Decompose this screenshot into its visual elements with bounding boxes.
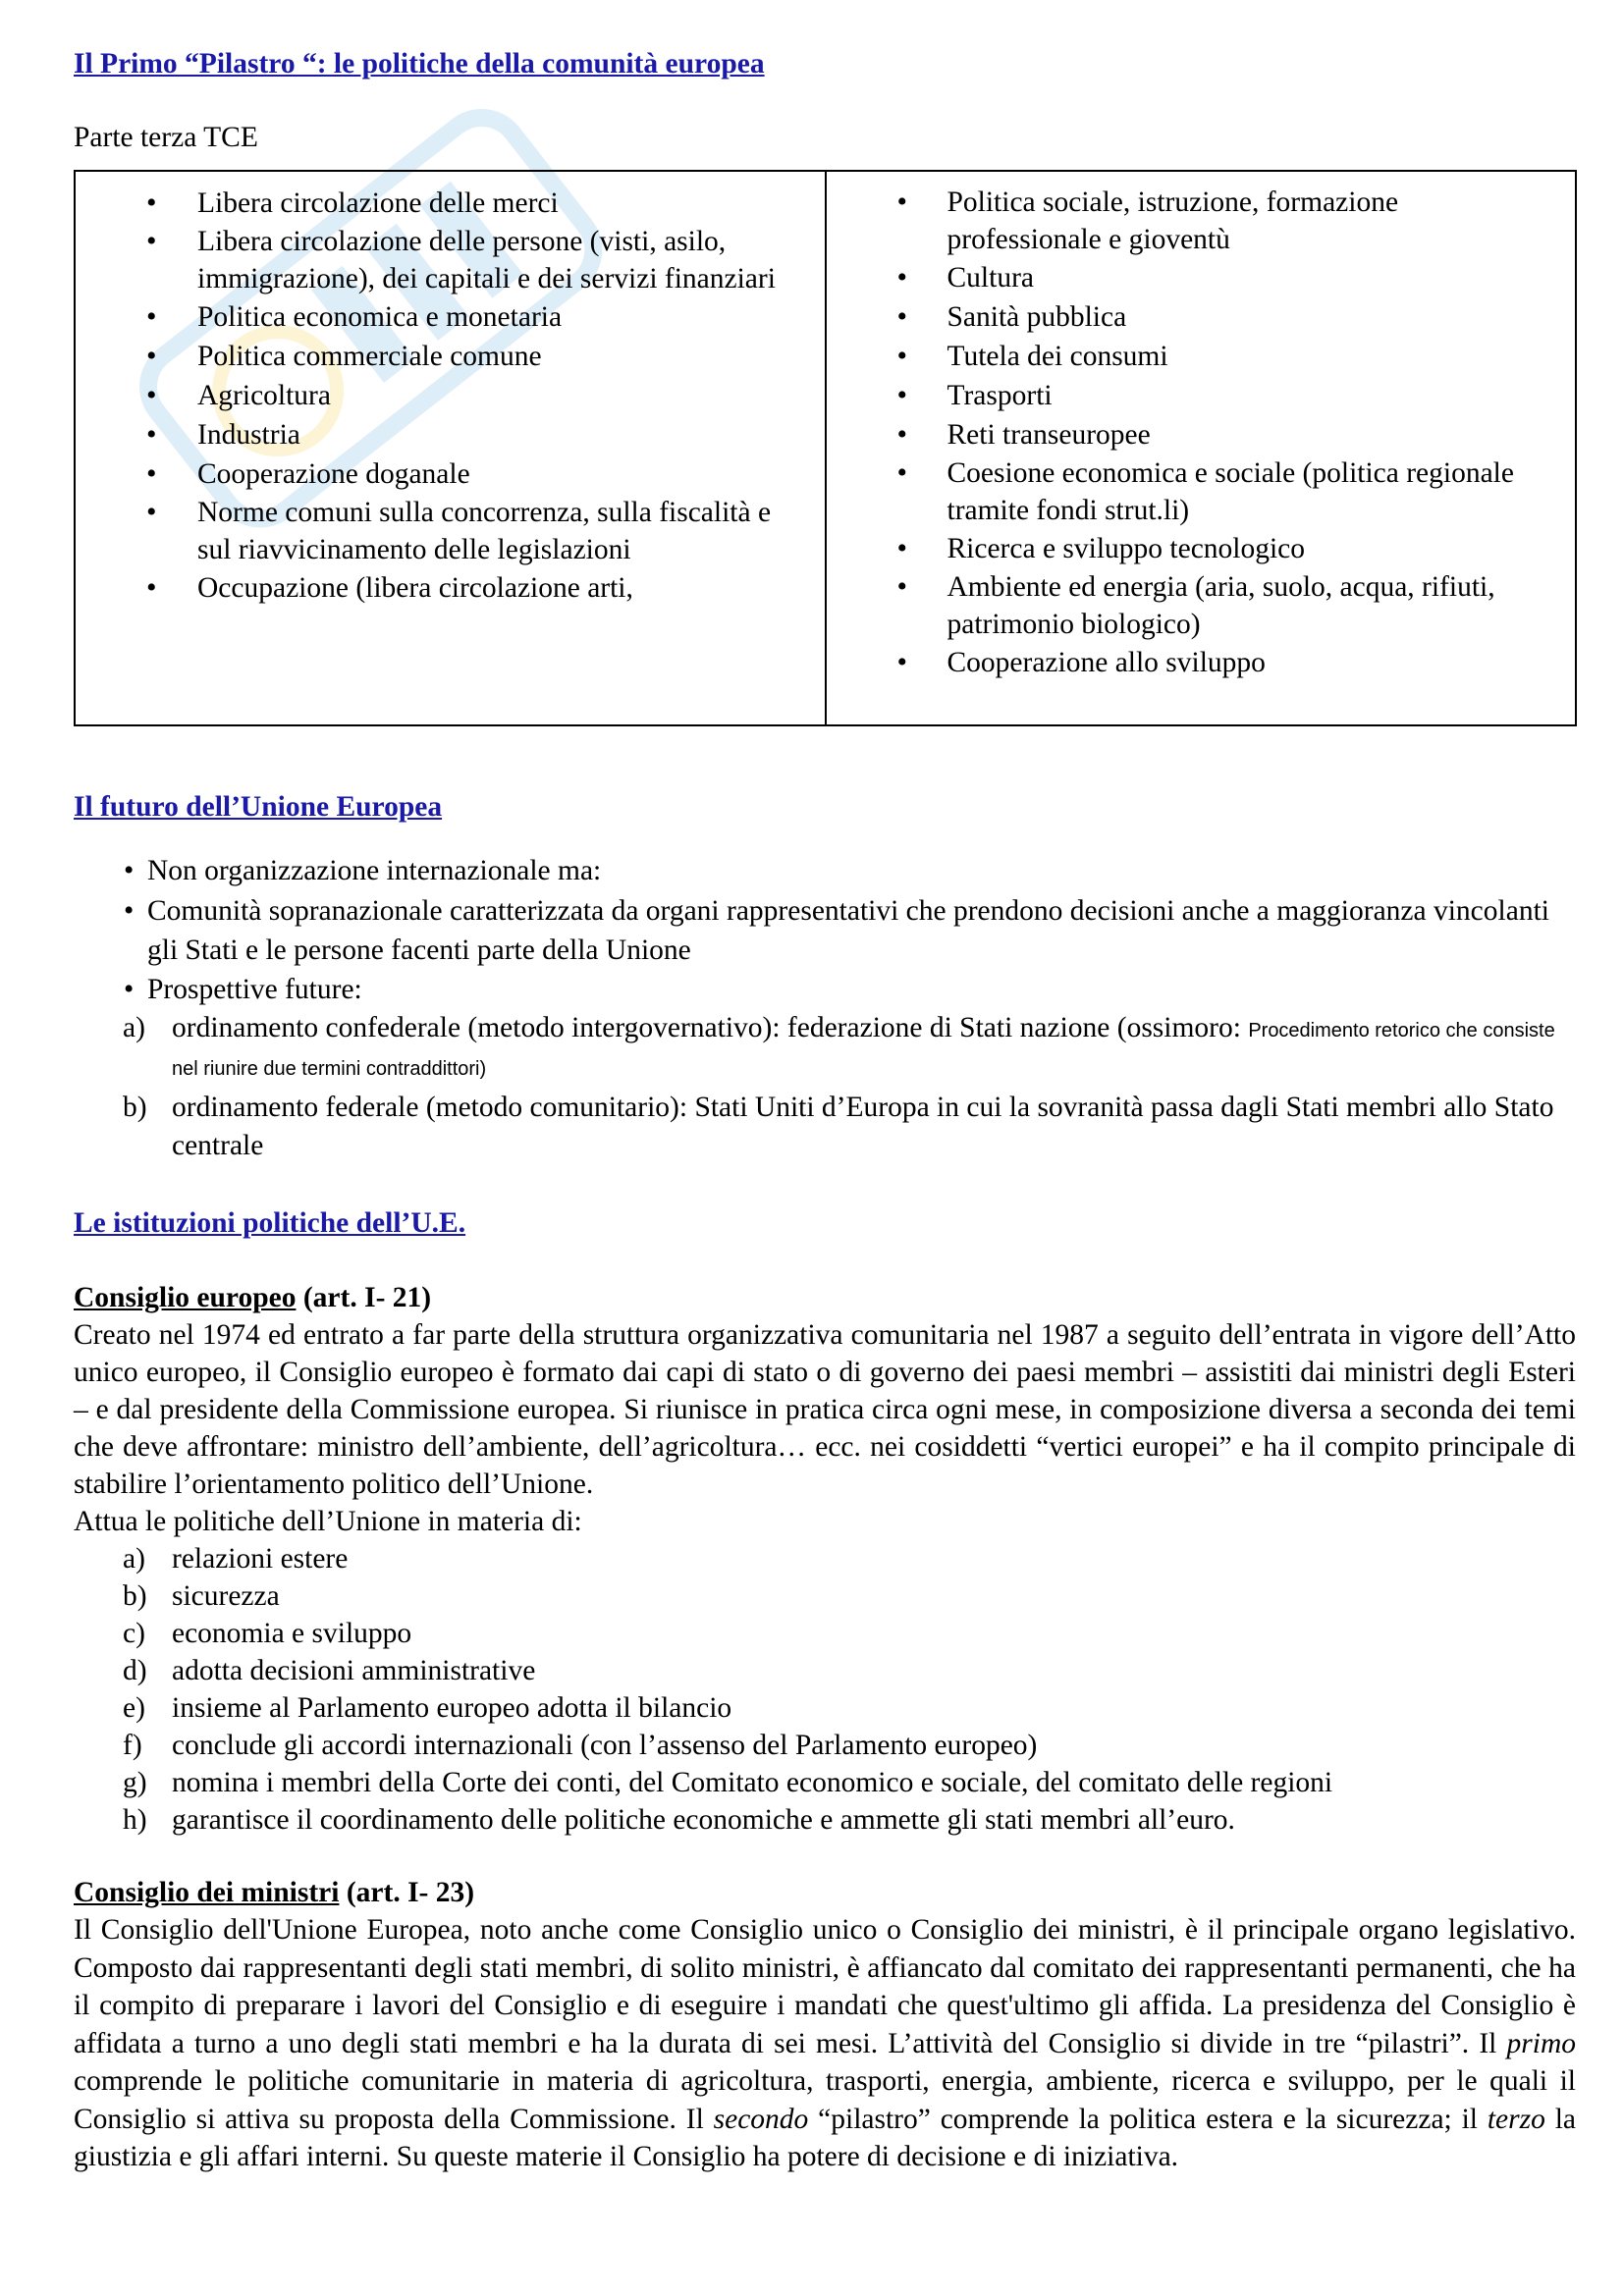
list-item: d) adotta decisioni amministrative — [123, 1655, 536, 1686]
consiglio-europeo-list — [74, 1540, 1576, 1839]
heading-consiglio-ministri: Consiglio dei ministri (art. I- 23) — [74, 1877, 475, 1908]
list-item: f) conclude gli accordi internazionali (con l’assenso del Parlamento europeo) — [123, 1730, 1038, 1761]
list-item: • Ambiente ed energia (aria, suolo, acqua, rifiuti, patrimonio biologico) — [827, 568, 1556, 643]
consiglio-europeo-intro: Attua le politiche dell’Unione in materia di: — [74, 1506, 582, 1537]
right-policy-list — [827, 184, 1556, 682]
list-item: • Reti transeuropee — [827, 415, 1556, 454]
list-item: • Politica sociale, istruzione, formazione professionale e gioventù — [827, 184, 1556, 258]
heading-futuro-ue[interactable]: Il futuro dell’Unione Europea — [74, 791, 443, 823]
consiglio-europeo-text: Creato nel 1974 ed entrato a far parte della struttura organizzativa comunitaria nel 1987 a seguito dell’entrata in vigore dell’Atto unico europeo, il Consiglio europeo è formato dai capi di stato o di governo dei paesi membri – assistiti dai ministri degli Esteri – e dal presidente della Commissione europea. Si riunisce in pratica circa ogni mese, in composizione diversa a seconda dei temi che deve affrontare: ministro dell’ambiente, dell’agricoltura… ecc. nei cosiddetti “vertici europei” e ha il compito principale di stabilire l’orientamento politico dell’Unione. — [74, 1319, 1576, 1500]
list-item: e) insieme al Parlamento europeo adotta il bilancio — [123, 1692, 732, 1724]
left-policy-list — [76, 184, 805, 608]
heading-primo-pilastro[interactable]: Il Primo “Pilastro “: le politiche della comunità europea — [74, 48, 765, 80]
list-item: a) relazioni estere — [123, 1543, 349, 1575]
list-item: • Ricerca e sviluppo tecnologico — [827, 529, 1556, 568]
list-item: c) economia e sviluppo — [123, 1618, 412, 1649]
list-item: • Prospettive future: — [124, 974, 362, 1005]
list-item: • Cooperazione doganale — [76, 454, 805, 494]
list-item: • Politica commerciale comune — [76, 337, 805, 376]
policies-right-column — [826, 171, 1577, 725]
list-item: • Tutela dei consumi — [827, 337, 1556, 376]
list-item: g) nomina i membri della Corte dei conti, del Comitato economico e sociale, del comitato delle regioni — [123, 1767, 1333, 1798]
document-page — [74, 45, 1576, 2176]
list-item: • Coesione economica e sociale (politica regionale tramite fondi strut.li) — [827, 454, 1556, 529]
list-item: h) garantisce il coordinamento delle politiche economiche e ammette gli stati membri all’euro. — [123, 1804, 1235, 1836]
list-item: • Comunità sopranazionale caratterizzata da organi rappresentativi che prendono decisioni anche a maggioranza vincolanti gli Stati e le persone facenti parte della Unione — [124, 895, 1549, 966]
list-item: • Politica economica e monetaria — [76, 297, 805, 337]
list-item: • Occupazione (libera circolazione arti, — [76, 568, 805, 608]
prospettive-list — [74, 1010, 1576, 1165]
policies-table — [74, 170, 1577, 726]
policies-left-column — [75, 171, 826, 725]
list-item: b) sicurezza — [123, 1580, 280, 1612]
heading-consiglio-europeo: Consiglio europeo (art. I- 21) — [74, 1282, 432, 1313]
list-item: • Agricoltura — [76, 376, 805, 415]
list-item: b) ordinamento federale (metodo comunitario): Stati Uniti d’Europa in cui la sovranità passa dagli Stati membri allo Stato centrale — [123, 1092, 1554, 1161]
consiglio-ministri-text: Il Consiglio dell'Unione Europea, noto anche come Consiglio unico o Consiglio dei ministri, è il principale organo legislativo. Composto dai rappresentanti degli stati membri, di solito ministri, è affiancato dal comitato dei rappresentanti permanenti, che ha il compito di preparare i lavori del Consiglio e di eseguire i mandati che quest'ultimo gli affida. La presidenza del Consiglio è affidata a turno a uno degli stati membri e ha la durata di sei mesi. L’attività del Consiglio si divide in tre “pilastri”. Il primo comprende le politiche comunitarie in materia di agricoltura, trasporti, energia, ambiente, ricerca e sviluppo, per le quali il Consiglio si attiva su proposta della Commissione. Il secondo “pilastro” comprende la politica estera e la sicurezza; il terzo la giustizia e gli affari interni. Su queste materie il Consiglio ha potere di decisione e di iniziativa. — [74, 1914, 1577, 2172]
list-item: • Cultura — [827, 258, 1556, 297]
list-item: • Libera circolazione delle merci — [76, 184, 805, 223]
list-item: • Cooperazione allo sviluppo — [827, 643, 1556, 682]
list-item: • Sanità pubblica — [827, 297, 1556, 337]
list-item: • Trasporti — [827, 376, 1556, 415]
futuro-bullet-list — [74, 851, 1576, 1010]
list-item: • Industria — [76, 415, 805, 454]
list-item: • Non organizzazione internazionale ma: — [124, 855, 602, 886]
list-item: a) ordinamento confederale (metodo intergovernativo): federazione di Stati nazione (ossimoro: Procedimento retorico che consiste nel riunire due termini contraddittori) — [123, 1012, 1555, 1080]
heading-istituzioni[interactable]: Le istituzioni politiche dell’U.E. — [74, 1207, 466, 1239]
list-item: • Norme comuni sulla concorrenza, sulla fiscalità e sul riavvicinamento delle legislazioni — [76, 494, 805, 568]
list-item: • Libera circolazione delle persone (visti, asilo, immigrazione), dei capitali e dei servizi finanziari — [76, 223, 805, 297]
subtitle-parte-terza: Parte terza TCE — [74, 122, 258, 153]
